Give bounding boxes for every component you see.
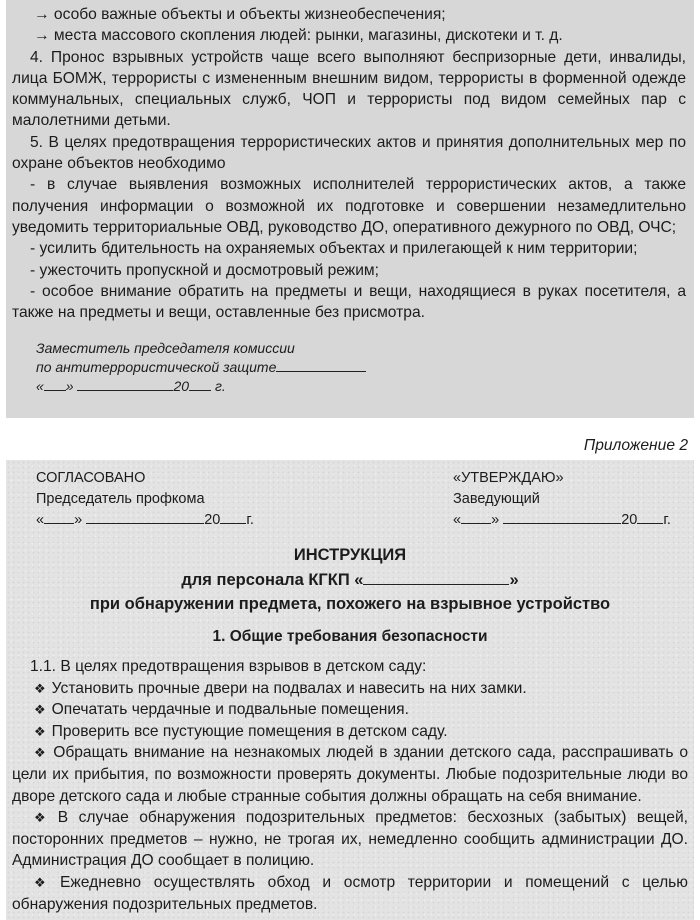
instruction-title: ИНСТРУКЦИЯ (293, 546, 407, 564)
list-item: - особое внимание обратить на предметы и вещи, находящиеся в руках посетителя, а также на предметы и вещи, оставленные без присмотра. (12, 282, 686, 322)
approval-right-title: «УТВЕРЖДАЮ» (453, 470, 564, 486)
signature-block (36, 339, 366, 396)
list-item: ❖ Обращать внимание на незнакомых людей в здании детского сада, расспрашивать о цели их прибытия, по возможности проверять документы. Любые подозрительные люди во дворе детского сада и любые странные события должны обращать на себя внимание. (12, 744, 689, 805)
instruction-subject: при обнаружении предмета, похожего на взрывное устройство (89, 595, 611, 613)
diamond-bullet-icon: ❖ (34, 745, 48, 761)
signature-line-2: по антитеррористической защите (36, 358, 366, 377)
approval-left-role: Председатель профкома (36, 491, 205, 507)
approval-right (453, 468, 671, 531)
approval-left (36, 468, 254, 531)
paragraph-4: 4. Пронос взрывных устройств чаще всего выполняют беспризорные дети, инвалиды, лица БОМЖ, террористы с измененным внешним видом, террористы в форменной одежде коммунальных, специальных служб, ЧОП и террористы под видом семейных пар с малолетними детьми. (12, 48, 686, 130)
diamond-bullet-icon: ❖ (34, 723, 46, 739)
list-item: → особо важные объекты и объекты жизнеобеспечения; (34, 6, 446, 23)
signature-line-1: Заместитель председателя комиссии (36, 340, 295, 356)
top-body-text (12, 4, 686, 323)
list-item: - ужесточить пропускной и досмотровый режим; (30, 261, 379, 279)
diamond-bullet-icon: ❖ (34, 702, 46, 718)
approval-left-title: СОГЛАСОВАНО (36, 470, 146, 486)
list-item: ❖ Проверить все пустующие помещения в детском саду. (34, 722, 448, 740)
diamond-bullet-icon: ❖ (34, 810, 52, 826)
list-item: ❖ Ежедневно осуществлять обход и осмотр территории и помещений с целью обнаружения подозрительных предметов. (12, 873, 688, 913)
intro-paragraph: 1.1. В целях предотвращения взрывов в детском саду: (30, 658, 427, 675)
diamond-bullet-icon: ❖ (34, 680, 46, 696)
approval-right-date: « » 20 г. (453, 512, 671, 528)
signature-date: « » 20 г. (36, 378, 226, 394)
list-item: - усилить бдительность на охраняемых объектах и прилегающей к ним территории; (30, 240, 638, 258)
instruction-body (12, 656, 688, 915)
approval-right-role: Заведующий (453, 491, 540, 507)
appendix-label: Приложение 2 (583, 437, 688, 454)
signature-blank (276, 358, 366, 372)
approval-left-date: « » 20 г. (36, 512, 254, 528)
list-item: ❖ Опечатать чердачные и подвальные помещения. (34, 701, 409, 719)
instruction-subtitle: для персонала КГКП « » (181, 571, 519, 589)
list-item: → места массового скопления людей: рынки, магазины, дискотеки и т. д. (34, 27, 563, 45)
list-item: - в случае выявления возможных исполнителей террористических актов, а также получения информации о возможной их подготовке и совершении незамедлительно уведомить территориальные ОВД, руководство ДО, оперативного дежурного по ОВД, ОЧС; (12, 176, 686, 236)
paragraph-5: 5. В целях предотвращения террористических актов и принятия дополнительных мер по охране объектов необходимо (12, 133, 686, 173)
list-item: ❖ В случае обнаружения подозрительных предметов: бесхозных (забытых) вещей, посторонних предметов – нужно, не трогая их, немедленно сообщить администрации ДО. Администрация ДО сообщает в полицию. (12, 809, 689, 870)
section-title: 1. Общие требования безопасности (212, 628, 488, 645)
diamond-bullet-icon: ❖ (34, 874, 54, 890)
list-item: ❖ Установить прочные двери на подвалах и навесить на них замки. (34, 679, 527, 697)
